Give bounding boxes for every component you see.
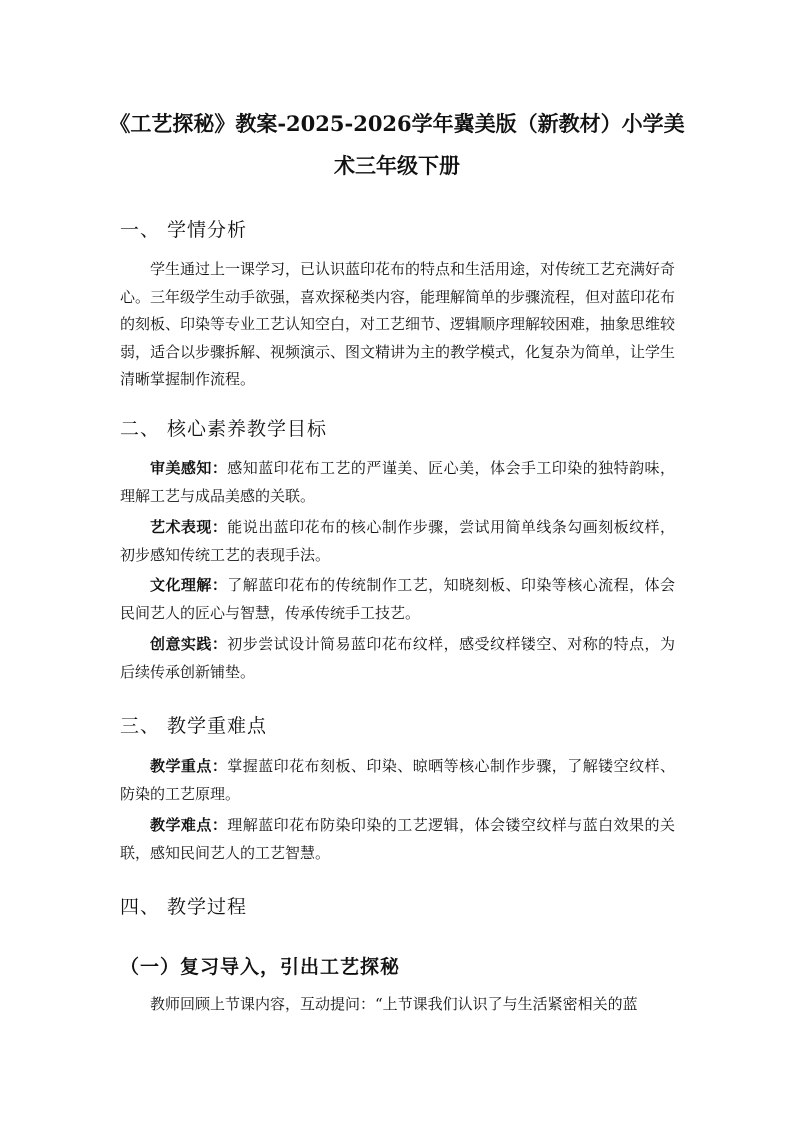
paragraph-learning-analysis: 学生通过上一课学习，已认识蓝印花布的特点和生活用途，对传统工艺充满好奇心。三年级学生动手欲强，喜欢探秘类内容，能理解简单的步骤流程，但对蓝印花布的刻板、印染等专业工艺认知空白，对工艺细节、逻辑顺序理解较困难，抽象思维较弱，适合以步骤拆解、视频演示、图文精讲为主的教学模式，化复杂为简单，让学生清晰掌握制作流程。	[120, 260, 676, 388]
paragraph-objective-aesthetic	[120, 455, 675, 510]
subsection-heading-review-intro: （一）复习导入，引出工艺探秘	[120, 956, 401, 978]
document-title: 《工艺探秘》教案-2025-2026学年冀美版（新教材）小学美术三年级下册	[109, 111, 685, 178]
section-heading-teaching-process: 四、 教学过程	[120, 896, 248, 918]
objective-label: 审美感知：	[150, 459, 228, 477]
objective-text: 初步尝试设计简易蓝印花布纹样，感受纹样镂空、对称的特点，为后续传承创新铺垫。	[120, 635, 675, 681]
objective-text: 能说出蓝印花布的核心制作步骤，尝试用简单线条勾画刻板纹样，初步感知传统工艺的表现手法。	[120, 518, 675, 564]
objective-label: 艺术表现：	[150, 518, 228, 536]
paragraph-objective-creative	[120, 631, 675, 686]
key-point-label: 教学重点：	[150, 757, 228, 775]
section-heading-key-points: 三、 教学重难点	[120, 715, 268, 737]
paragraph-objective-culture	[120, 572, 675, 627]
paragraph-review-intro: 教师回顾上节课内容，互动提问：“上节课我们认识了与生活紧密相关的蓝	[150, 995, 638, 1013]
paragraph-objective-expression	[120, 514, 675, 569]
objective-text: 感知蓝印花布工艺的严谨美、匠心美，体会手工印染的独特韵味，理解工艺与成品美感的关联。	[120, 459, 675, 505]
objective-text: 了解蓝印花布的传统制作工艺，知晓刻板、印染等核心流程，体会民间艺人的匠心与智慧，传承传统手工技艺。	[120, 576, 675, 622]
section-heading-objectives: 二、 核心素养教学目标	[120, 418, 328, 440]
paragraph-key-point	[120, 753, 675, 808]
difficult-point-label: 教学难点：	[150, 816, 228, 834]
difficult-point-text: 理解蓝印花布防染印染的工艺逻辑，体会镂空纹样与蓝白效果的关联，感知民间艺人的工艺智慧。	[120, 816, 675, 862]
section-heading-learning-analysis: 一、 学情分析	[120, 219, 248, 241]
paragraph-difficult-point	[120, 812, 675, 867]
key-point-text: 掌握蓝印花布刻板、印染、晾晒等核心制作步骤，了解镂空纹样、防染的工艺原理。	[120, 757, 675, 803]
objective-label: 文化理解：	[150, 576, 228, 594]
objective-label: 创意实践：	[150, 635, 228, 653]
